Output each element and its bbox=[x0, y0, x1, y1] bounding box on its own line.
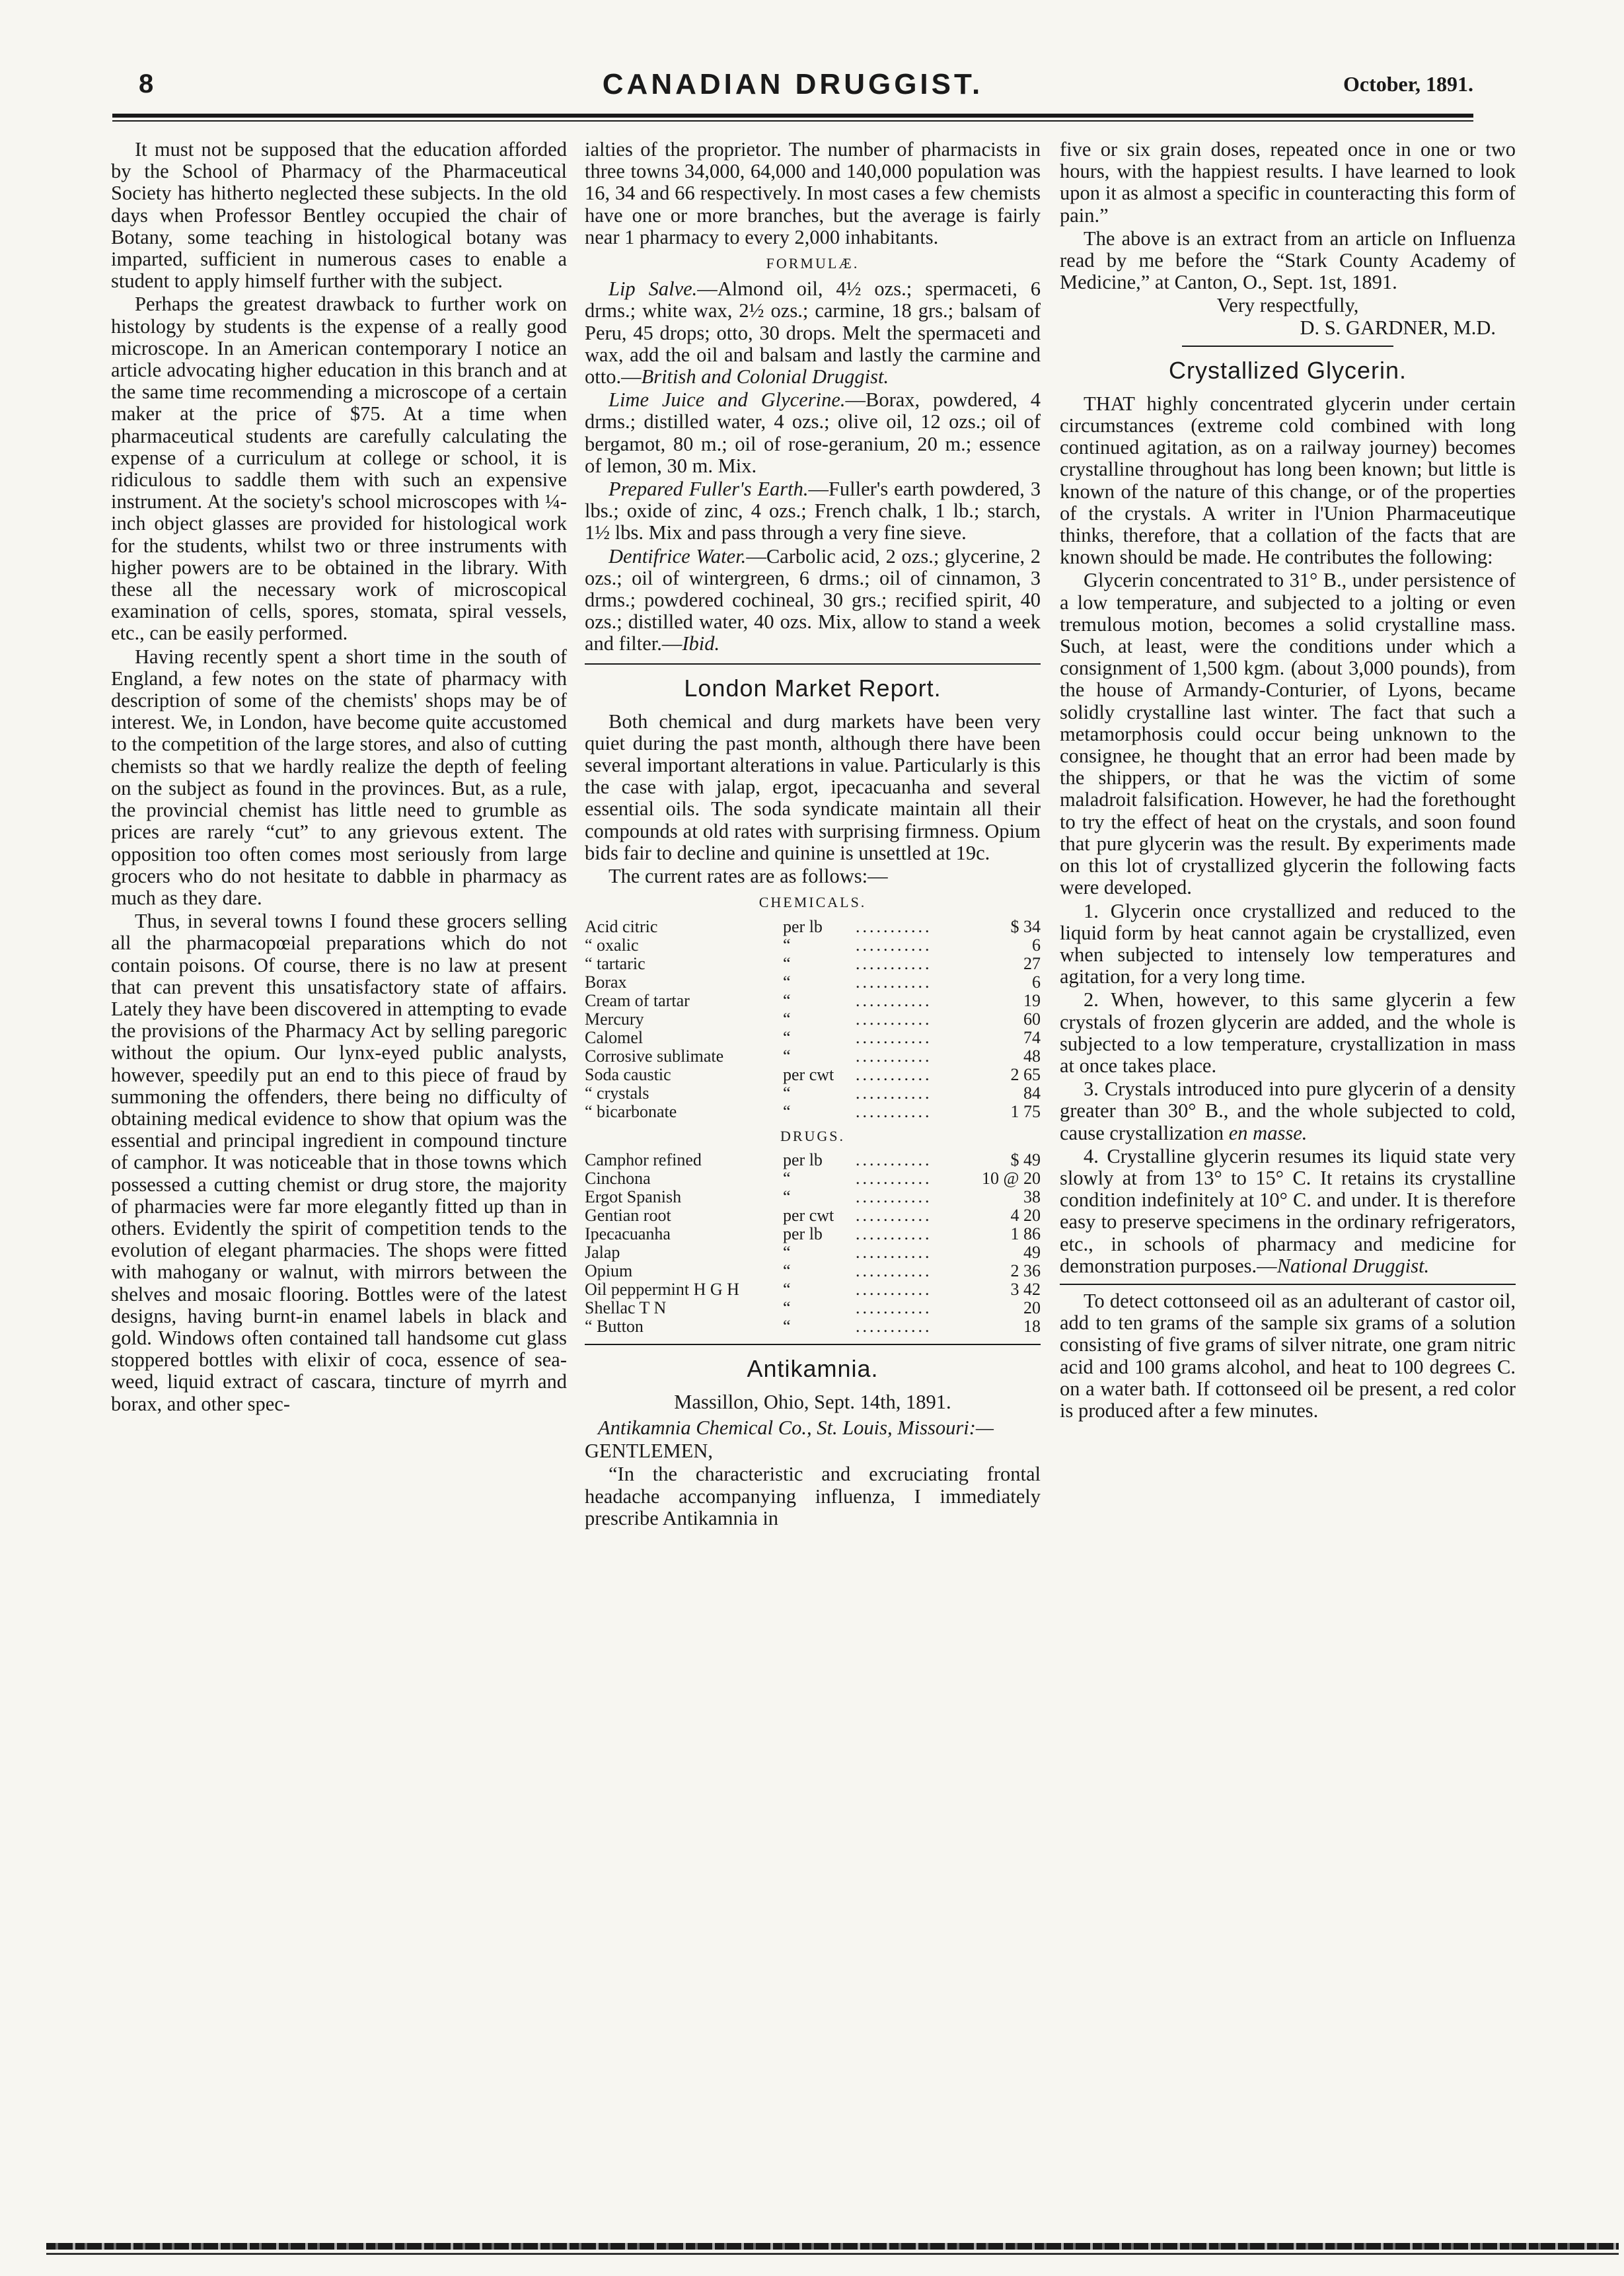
rate-name: “ oxalic bbox=[585, 936, 639, 955]
rate-row bbox=[585, 955, 1041, 973]
header-rule-thin bbox=[112, 120, 1473, 122]
rate-row bbox=[585, 1029, 1041, 1047]
formula-source: British and Colonial Druggist. bbox=[641, 365, 889, 388]
rate-name: Ergot Spanish bbox=[585, 1187, 682, 1206]
rate-unit: “ bbox=[783, 991, 791, 1010]
paragraph-emphasis: en masse. bbox=[1228, 1121, 1308, 1144]
rate-name: Corrosive sublimate bbox=[585, 1046, 724, 1066]
rate-price: $ 49 bbox=[1010, 1150, 1041, 1169]
rate-price: 2 65 bbox=[1010, 1065, 1041, 1084]
paragraph: ialties of the proprietor. The number of pharmacists in three towns 34,000, 64,000 and 140,000 population was 16, 34 and 66 respectively. In most cases a few chemists have one or more branches, but the average is fairly near 1 pharmacy to every 2,000 inhabitants. bbox=[585, 138, 1041, 248]
rate-leader: ........... bbox=[856, 1261, 932, 1280]
rate-name: “ bicarbonate bbox=[585, 1102, 677, 1121]
rate-leader: ........... bbox=[856, 1206, 932, 1225]
rate-leader: ........... bbox=[856, 991, 932, 1010]
rate-name: Cinchona bbox=[585, 1169, 651, 1188]
rate-leader: ........... bbox=[856, 1046, 932, 1066]
column-2 bbox=[585, 139, 1041, 1531]
formulae-heading: FORMULÆ. bbox=[766, 255, 860, 272]
rate-price: 6 bbox=[1032, 936, 1041, 955]
paragraph-source: National Druggist. bbox=[1276, 1254, 1430, 1277]
rate-leader: ........... bbox=[856, 1280, 932, 1299]
letter-addressee bbox=[585, 1417, 1041, 1439]
paragraph: Both chemical and durg markets have been very quiet during the past month, although there have been several important alterations in value. Particularly is this the case with jalap, ergot, ipecacuanha and several essential oils. The soda syndicate maintain all their compounds at old rates with surprising firmness. Opium bids fair to decline and quinine is unsettled at 19c. bbox=[585, 710, 1041, 864]
rate-unit: per lb bbox=[783, 917, 823, 936]
rate-price: $ 34 bbox=[1010, 917, 1041, 936]
rate-leader: ........... bbox=[856, 1224, 932, 1243]
rate-row bbox=[585, 1084, 1041, 1103]
rate-price: 18 bbox=[1023, 1317, 1041, 1336]
antikamnia-heading: Antikamnia. bbox=[747, 1354, 879, 1382]
rate-unit: “ bbox=[783, 1102, 791, 1121]
paragraph: To detect cottonseed oil as an adulterant of castor oil, add to ten grams of the sample six grams of a solution consisting of five grams of silver nitrate, one gram nitric acid and 100 grams alcohol, and heat to 100 degrees C. on a water bath. If cottonseed oil be present, a red color is produced after a few minutes. bbox=[1060, 1289, 1516, 1422]
rate-leader: ........... bbox=[856, 973, 932, 992]
rate-leader: ........... bbox=[856, 1065, 932, 1084]
rate-name: Cream of tartar bbox=[585, 991, 690, 1010]
rate-row bbox=[585, 1299, 1041, 1317]
rate-name: Ipecacuanha bbox=[585, 1224, 671, 1243]
section-rule bbox=[1182, 346, 1393, 347]
formula-lip-salve bbox=[585, 278, 1041, 388]
paragraph: “In the characteristic and excruciating frontal headache accompanying influenza, I immediately prescribe Antikamnia in bbox=[585, 1463, 1041, 1529]
market-report-heading: London Market Report. bbox=[684, 674, 941, 702]
rate-price: 74 bbox=[1023, 1028, 1041, 1047]
formula-body: —Almond oil, 4½ ozs.; spermaceti, 6 drms.; white wax, 2½ ozs.; carmine, 18 grs.; balsam of Peru, 45 drops; otto, 30 drops. Melt the spermaceti and wax, add the oil and balsam and lastly the carmine and otto.— bbox=[585, 277, 1041, 388]
rate-price: 10 @ 20 bbox=[982, 1169, 1041, 1188]
formula-source: Ibid. bbox=[682, 632, 720, 655]
rate-price: 1 86 bbox=[1010, 1224, 1041, 1243]
masthead-title: CANADIAN DRUGGIST. bbox=[602, 68, 984, 100]
letter-place-date: Massillon, Ohio, Sept. 14th, 1891. bbox=[674, 1390, 951, 1413]
rate-name: Shellac T N bbox=[585, 1298, 667, 1317]
rate-row bbox=[585, 1243, 1041, 1262]
rate-unit: per cwt bbox=[783, 1206, 834, 1225]
rate-row bbox=[585, 1317, 1041, 1336]
section-rule bbox=[1060, 1284, 1516, 1285]
rate-row bbox=[585, 936, 1041, 955]
drugs-table bbox=[585, 1151, 1041, 1336]
rate-price: 2 36 bbox=[1010, 1261, 1041, 1280]
formula-lime-juice bbox=[585, 389, 1041, 477]
rate-price: 19 bbox=[1023, 991, 1041, 1010]
rate-leader: ........... bbox=[856, 1028, 932, 1047]
paragraph: THAT highly concentrated glycerin under certain circumstances (extreme cold combined with long continued agitation, as on a railway journey) becomes crystalline throughout has long been known; but little is known of the nature of this change, or of the properties of the crystals. A writer in l'Union Pharmaceutique thinks, therefore, that a collation of the facts that are known should be made. He contributes the following: bbox=[1060, 392, 1516, 569]
rate-price: 3 42 bbox=[1010, 1280, 1041, 1299]
rate-price: 1 75 bbox=[1010, 1102, 1041, 1121]
rate-row bbox=[585, 992, 1041, 1010]
paragraph: Thus, in several towns I found these grocers selling all the pharmacopœial preparations which do not contain poisons. Of course, there is no law at present that can prevent this unsatisfactory state of affairs. Lately they have been discovered in attempting to evade the provisions of the Pharmacy Act by selling paregoric without the opium. Our lynx-eyed public analysts, however, speedily put an end to this piece of fraud by summoning the offenders, there being no difficulty of obtaining medical evidence to show that opium was the essential and principal ingredient in compound tincture of camphor. It was noticeable that in those towns which possessed a cutting chemist or drug store, the majority of pharmacies were far more elegantly fitted up than in others. Evidently the spirit of competition tends to the evolution of elegant pharmacies. The shops were fitted with mahogany or walnut, with mirrors between the shelves and mosaic flooring. Bottles were of the latest designs, having burnt-in enamel labels in black and gold. Windows often contained tall handsome cut glass stoppered bottles with elixir of coca, essence of sea-weed, liquid extract of cascara, tincture of myrrh and borax, and other spec- bbox=[111, 910, 567, 1415]
paragraph: 2. When, however, to this same glycerin a few crystals of frozen glycerin are added, and the whole is subjected to a low temperature, crystallization in mass at once takes place. bbox=[1060, 988, 1516, 1077]
rate-unit: “ bbox=[783, 1280, 791, 1299]
rate-leader: ........... bbox=[856, 1150, 932, 1169]
formula-body: —Fuller's earth powdered, 3 lbs.; oxide of zinc, 4 ozs.; French chalk, 1 lb.; starch, 1½ lbs. Mix and pass through a very fine sieve. bbox=[585, 478, 1041, 544]
rate-row bbox=[585, 1066, 1041, 1084]
rate-row bbox=[585, 1206, 1041, 1225]
paragraph: Perhaps the greatest drawback to further work on histology by students is the expense of a really good microscope. In an American contemporary I notice an article advocating higher education in this branch and at the same time recommending a microscope of a certain maker at the price of $75. At a time when pharmaceutical students are carefully calculating the expense of a curriculum at college or school, it is ridiculous to saddle them with such an expensive instrument. At the society's school microscopes with ¼-inch object glasses are provided for histological work for the students, whilst two or three instruments with higher powers are to be obtained in the library. With these all the necessary work of microscopical examination of cells, spores, stomata, spiral vessels, etc., can be easily performed. bbox=[111, 293, 567, 645]
formula-title: Lime Juice and Glycerine. bbox=[609, 388, 846, 412]
page-number: 8 bbox=[139, 69, 154, 98]
letter-closing: Very respectfully, bbox=[1216, 294, 1359, 317]
paragraph: It must not be supposed that the education afforded by the School of Pharmacy of the Pharmaceutical Society has hitherto neglected these subjects. In the old days when Professor Bentley occupied the chair of Botany, some teaching in histological botany was imparted, sufficient in numerous cases to enable a student to apply himself further with the subject. bbox=[111, 138, 567, 293]
rate-leader: ........... bbox=[856, 1102, 932, 1121]
rate-unit: per cwt bbox=[783, 1065, 834, 1084]
rate-name: Borax bbox=[585, 973, 627, 992]
rate-unit: “ bbox=[783, 1298, 791, 1317]
formula-body: —Carbolic acid, 2 ozs.; glycerine, 2 ozs.; oil of wintergreen, 6 drms.; oil of cinnamon, 3 drms.; powdered cochineal, 30 grs.; recified spirit, 40 ozs.; distilled water, 40 ozs. Mix, allow to stand a week and filter.— bbox=[585, 544, 1041, 655]
rate-row bbox=[585, 1280, 1041, 1299]
header-rule bbox=[112, 114, 1473, 118]
rate-unit: “ bbox=[783, 1317, 791, 1336]
glycerin-heading: Crystallized Glycerin. bbox=[1168, 356, 1407, 384]
formula-body: —Borax, powdered, 4 drms.; distilled water, 4 ozs.; olive oil, 12 ozs.; oil of bergamot, 80 m.; oil of rose-geranium, 20 m.; essence of lemon, 30 m. Mix. bbox=[585, 388, 1041, 477]
rate-name: Jalap bbox=[585, 1243, 620, 1262]
page-header bbox=[112, 63, 1473, 102]
letter-salutation: GENTLEMEN, bbox=[585, 1440, 713, 1463]
formula-title: Prepared Fuller's Earth. bbox=[609, 478, 809, 501]
rate-unit: “ bbox=[783, 1028, 791, 1047]
rate-leader: ........... bbox=[856, 1083, 932, 1103]
rate-leader: ........... bbox=[856, 917, 932, 936]
rate-price: 38 bbox=[1023, 1187, 1041, 1206]
rate-price: 84 bbox=[1023, 1083, 1041, 1103]
issue-date: October, 1891. bbox=[1343, 72, 1473, 96]
drugs-heading: DRUGS. bbox=[780, 1127, 846, 1144]
rate-name: “ tartaric bbox=[585, 954, 646, 973]
rate-row bbox=[585, 1151, 1041, 1169]
rate-name: Acid citric bbox=[585, 917, 658, 936]
paragraph: Glycerin concentrated to 31° B., under persistence of a low temperature, and subjected to a jolting or even tremulous motion, becomes a solid crystalline mass. Such, at least, were the conditions under which a consignment of 1,500 kgm. (about 3,000 pounds), from the house of Armandy-Conturier, of Lyons, became solidly crystalline last winter. The fact that such a metamorphosis could occur being unknown to the consignee, he thought that an error had been made by the shippers, or that he was the victim of some maladroit falsification. However, he had the forethought to try the effect of heat on the crystals, and soon found that pure glycerin was the result. By experiments made on this lot of crystallized glycerin the following facts were developed. bbox=[1060, 569, 1516, 899]
rate-name: Camphor refined bbox=[585, 1150, 702, 1169]
rate-price: 48 bbox=[1023, 1046, 1041, 1066]
rate-leader: ........... bbox=[856, 1169, 932, 1188]
chemicals-heading: CHEMICALS. bbox=[758, 894, 867, 911]
column-1 bbox=[111, 139, 567, 1416]
rate-leader: ........... bbox=[856, 1317, 932, 1336]
rate-name: Opium bbox=[585, 1261, 633, 1280]
rate-unit: “ bbox=[783, 1083, 791, 1103]
rate-unit: “ bbox=[783, 1169, 791, 1188]
formula-fullers-earth bbox=[585, 478, 1041, 544]
rate-row bbox=[585, 1047, 1041, 1066]
rate-unit: “ bbox=[783, 1261, 791, 1280]
rate-unit: per lb bbox=[783, 1150, 823, 1169]
paragraph: The above is an extract from an article on Influenza read by me before the “Stark County Academy of Medicine,” at Canton, O., Sept. 1st, 1891. bbox=[1060, 227, 1516, 294]
rate-price: 20 bbox=[1023, 1298, 1041, 1317]
rate-unit: “ bbox=[783, 973, 791, 992]
rate-leader: ........... bbox=[856, 1010, 932, 1029]
paragraph-text: 3. Crystals introduced into pure glycerin of a density greater than 30° B., and the whole subjected to cold, cause crystallization bbox=[1060, 1078, 1516, 1144]
paragraph: five or six grain doses, repeated once in one or two hours, with the happiest results. I have learned to look upon it as almost a specific in counteracting this form of pain.” bbox=[1060, 138, 1516, 227]
rate-name: Oil peppermint H G H bbox=[585, 1280, 739, 1299]
chemicals-table bbox=[585, 918, 1041, 1121]
rate-row bbox=[585, 1188, 1041, 1206]
rate-leader: ........... bbox=[856, 954, 932, 973]
rate-row bbox=[585, 1225, 1041, 1243]
rate-leader: ........... bbox=[856, 1298, 932, 1317]
rate-unit: “ bbox=[783, 954, 791, 973]
section-rule bbox=[585, 663, 1041, 665]
formula-dentifrice bbox=[585, 546, 1041, 655]
rate-price: 60 bbox=[1023, 1010, 1041, 1029]
rate-name: Gentian root bbox=[585, 1206, 671, 1225]
paragraph bbox=[1060, 1146, 1516, 1277]
rate-price: 4 20 bbox=[1010, 1206, 1041, 1225]
rate-name: Mercury bbox=[585, 1010, 644, 1029]
paragraph: Having recently spent a short time in the south of England, a few notes on the state of pharmacy with description of some of the chemists' shops may be of interest. We, in London, have become quite accustomed to the competition of the large stores, and also of cutting chemists so that we hardly realize the depth of feeling on the subject as found in the provinces. But, as a rule, the provincial chemist has little need to grumble as prices are rarely “cut” to any grievous extent. The opposition too often comes most seriously from large grocers who do not hesitate to dabble in pharmacy as much as they dare. bbox=[111, 645, 567, 909]
rate-unit: “ bbox=[783, 1046, 791, 1066]
rate-unit: “ bbox=[783, 936, 791, 955]
column-3 bbox=[1060, 139, 1516, 1423]
formula-title: Lip Salve. bbox=[609, 277, 698, 301]
rate-name: “ crystals bbox=[585, 1083, 649, 1103]
formula-title: Dentifrice Water. bbox=[609, 544, 747, 568]
letter-signature: D. S. GARDNER, M.D. bbox=[1300, 316, 1496, 339]
rate-row bbox=[585, 1262, 1041, 1280]
rate-leader: ........... bbox=[856, 936, 932, 955]
paragraph-text: 4. Crystalline glycerin resumes its liquid state very slowly at from 13° to 15° C. It retains its crystalline condition indefinitely at 10° C. and under. It is therefore easy to preserve specimens in the ordinary refrigerators, etc., in schools of pharmacy and medicine for demonstration purposes.— bbox=[1060, 1144, 1516, 1277]
rate-leader: ........... bbox=[856, 1187, 932, 1206]
rate-row bbox=[585, 1169, 1041, 1188]
rate-unit: “ bbox=[783, 1243, 791, 1262]
rate-row bbox=[585, 973, 1041, 992]
rate-name: Soda caustic bbox=[585, 1065, 671, 1084]
rate-row bbox=[585, 1010, 1041, 1029]
rate-price: 49 bbox=[1023, 1243, 1041, 1262]
rate-unit: “ bbox=[783, 1187, 791, 1206]
rate-unit: “ bbox=[783, 1010, 791, 1029]
section-rule bbox=[585, 1344, 1041, 1345]
footer-rule bbox=[46, 2243, 1619, 2250]
rate-name: “ Button bbox=[585, 1317, 644, 1336]
rate-leader: ........... bbox=[856, 1243, 932, 1262]
paragraph bbox=[1060, 1078, 1516, 1144]
paragraph: The current rates are as follows:— bbox=[609, 865, 888, 888]
rate-name: Calomel bbox=[585, 1028, 644, 1047]
rate-row bbox=[585, 1103, 1041, 1121]
rate-row bbox=[585, 918, 1041, 936]
rate-price: 27 bbox=[1023, 954, 1041, 973]
rate-price: 6 bbox=[1032, 973, 1041, 992]
letter-addressee-text: Antikamnia Chemical Co., St. Louis, Missouri:— bbox=[598, 1416, 994, 1439]
paragraph: 1. Glycerin once crystallized and reduced to the liquid form by heat cannot again be crystallized, even when subjected to intensely low temperatures and agitation, for a very long time. bbox=[1060, 899, 1516, 988]
footer-rule-thin bbox=[46, 2253, 1619, 2255]
rate-unit: per lb bbox=[783, 1224, 823, 1243]
